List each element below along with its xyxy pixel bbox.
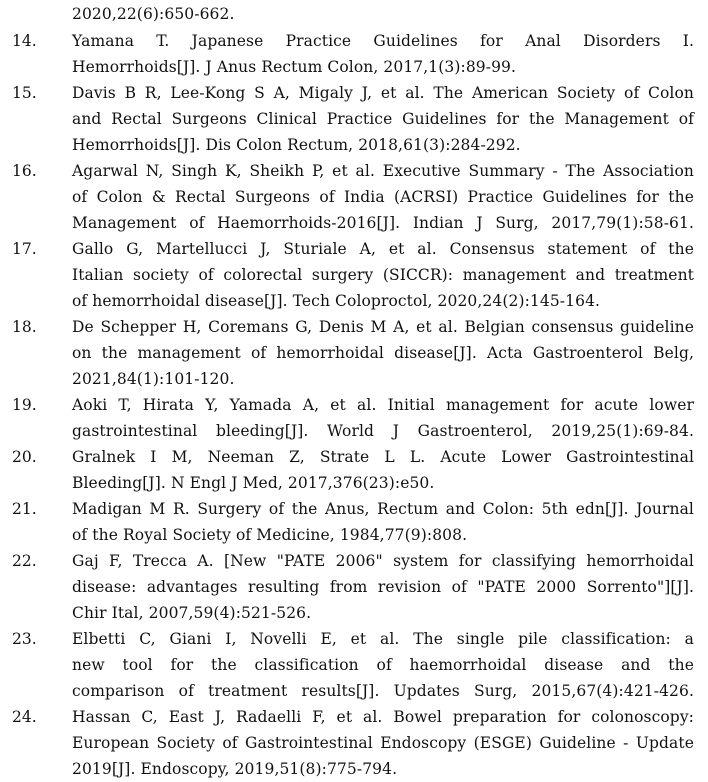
reference-line: disease: advantages resulting from revision of "PATE 2000 Sorrento"][J]. bbox=[72, 578, 694, 596]
reference-line: Chir Ital, 2007,59(4):521-526. bbox=[72, 604, 312, 622]
reference-number: 17. bbox=[12, 240, 37, 258]
reference-line: of the Royal Society of Medicine, 1984,77(9):808. bbox=[72, 526, 468, 544]
reference-number: 22. bbox=[12, 552, 37, 570]
reference-number: 19. bbox=[12, 396, 37, 414]
reference-number: 20. bbox=[12, 448, 37, 466]
reference-line: Hemorrhoids[J]. J Anus Rectum Colon, 2017,1(3):89-99. bbox=[72, 58, 517, 76]
reference-line: Agarwal N, Singh K, Sheikh P, et al. Executive Summary - The Association bbox=[72, 162, 694, 180]
reference-number: 15. bbox=[12, 84, 37, 102]
reference-line: De Schepper H, Coremans G, Denis M A, et al. Belgian consensus guideline bbox=[72, 318, 694, 336]
reference-line: of Colon & Rectal Surgeons of India (ACRSI) Practice Guidelines for the bbox=[72, 188, 694, 206]
reference-line: Hassan C, East J, Radaelli F, et al. Bowel preparation for colonoscopy: bbox=[72, 708, 694, 726]
reference-line: Bleeding[J]. N Engl J Med, 2017,376(23):e50. bbox=[72, 474, 435, 492]
reference-line: Madigan M R. Surgery of the Anus, Rectum and Colon: 5th edn[J]. Journal bbox=[72, 500, 694, 518]
reference-line: Italian society of colorectal surgery (SICCR): management and treatment bbox=[72, 266, 694, 284]
reference-line: and Rectal Surgeons Clinical Practice Guidelines for the Management of bbox=[72, 110, 694, 128]
reference-line: new tool for the classification of haemorrhoidal disease and the bbox=[72, 656, 694, 674]
reference-number: 23. bbox=[12, 630, 37, 648]
reference-line: 2020,22(6):650-662. bbox=[72, 5, 235, 23]
reference-line: 2019[J]. Endoscopy, 2019,51(8):775-794. bbox=[72, 760, 398, 778]
reference-line: Gallo G, Martellucci J, Sturiale A, et al. Consensus statement of the bbox=[72, 240, 694, 258]
reference-line: Gralnek I M, Neeman Z, Strate L L. Acute Lower Gastrointestinal bbox=[72, 448, 694, 466]
reference-line: Elbetti C, Giani I, Novelli E, et al. The single pile classification: a bbox=[72, 630, 694, 648]
reference-number: 14. bbox=[12, 32, 37, 50]
reference-line: of hemorrhoidal disease[J]. Tech Coloproctol, 2020,24(2):145-164. bbox=[72, 292, 601, 310]
reference-line: 2021,84(1):101-120. bbox=[72, 370, 235, 388]
reference-line: Davis B R, Lee-Kong S A, Migaly J, et al. The American Society of Colon bbox=[72, 84, 694, 102]
reference-line: Gaj F, Trecca A. [New "PATE 2006" system for classifying hemorrhoidal bbox=[72, 552, 694, 570]
reference-line: Management of Haemorrhoids-2016[J]. Indian J Surg, 2017,79(1):58-61. bbox=[72, 214, 694, 232]
reference-line: gastrointestinal bleeding[J]. World J Gastroenterol, 2019,25(1):69-84. bbox=[72, 422, 694, 440]
reference-number: 18. bbox=[12, 318, 37, 336]
reference-line: Yamana T. Japanese Practice Guidelines for Anal Disorders I. bbox=[72, 32, 694, 50]
reference-line: Aoki T, Hirata Y, Yamada A, et al. Initial management for acute lower bbox=[72, 396, 694, 414]
reference-line: Hemorrhoids[J]. Dis Colon Rectum, 2018,61(3):284-292. bbox=[72, 136, 521, 154]
reference-line: on the management of hemorrhoidal disease[J]. Acta Gastroenterol Belg, bbox=[72, 344, 694, 362]
reference-number: 24. bbox=[12, 708, 37, 726]
reference-line: comparison of treatment results[J]. Updates Surg, 2015,67(4):421-426. bbox=[72, 682, 694, 700]
reference-number: 21. bbox=[12, 500, 37, 518]
reference-number: 16. bbox=[12, 162, 37, 180]
reference-line: European Society of Gastrointestinal Endoscopy (ESGE) Guideline - Update bbox=[72, 734, 694, 752]
